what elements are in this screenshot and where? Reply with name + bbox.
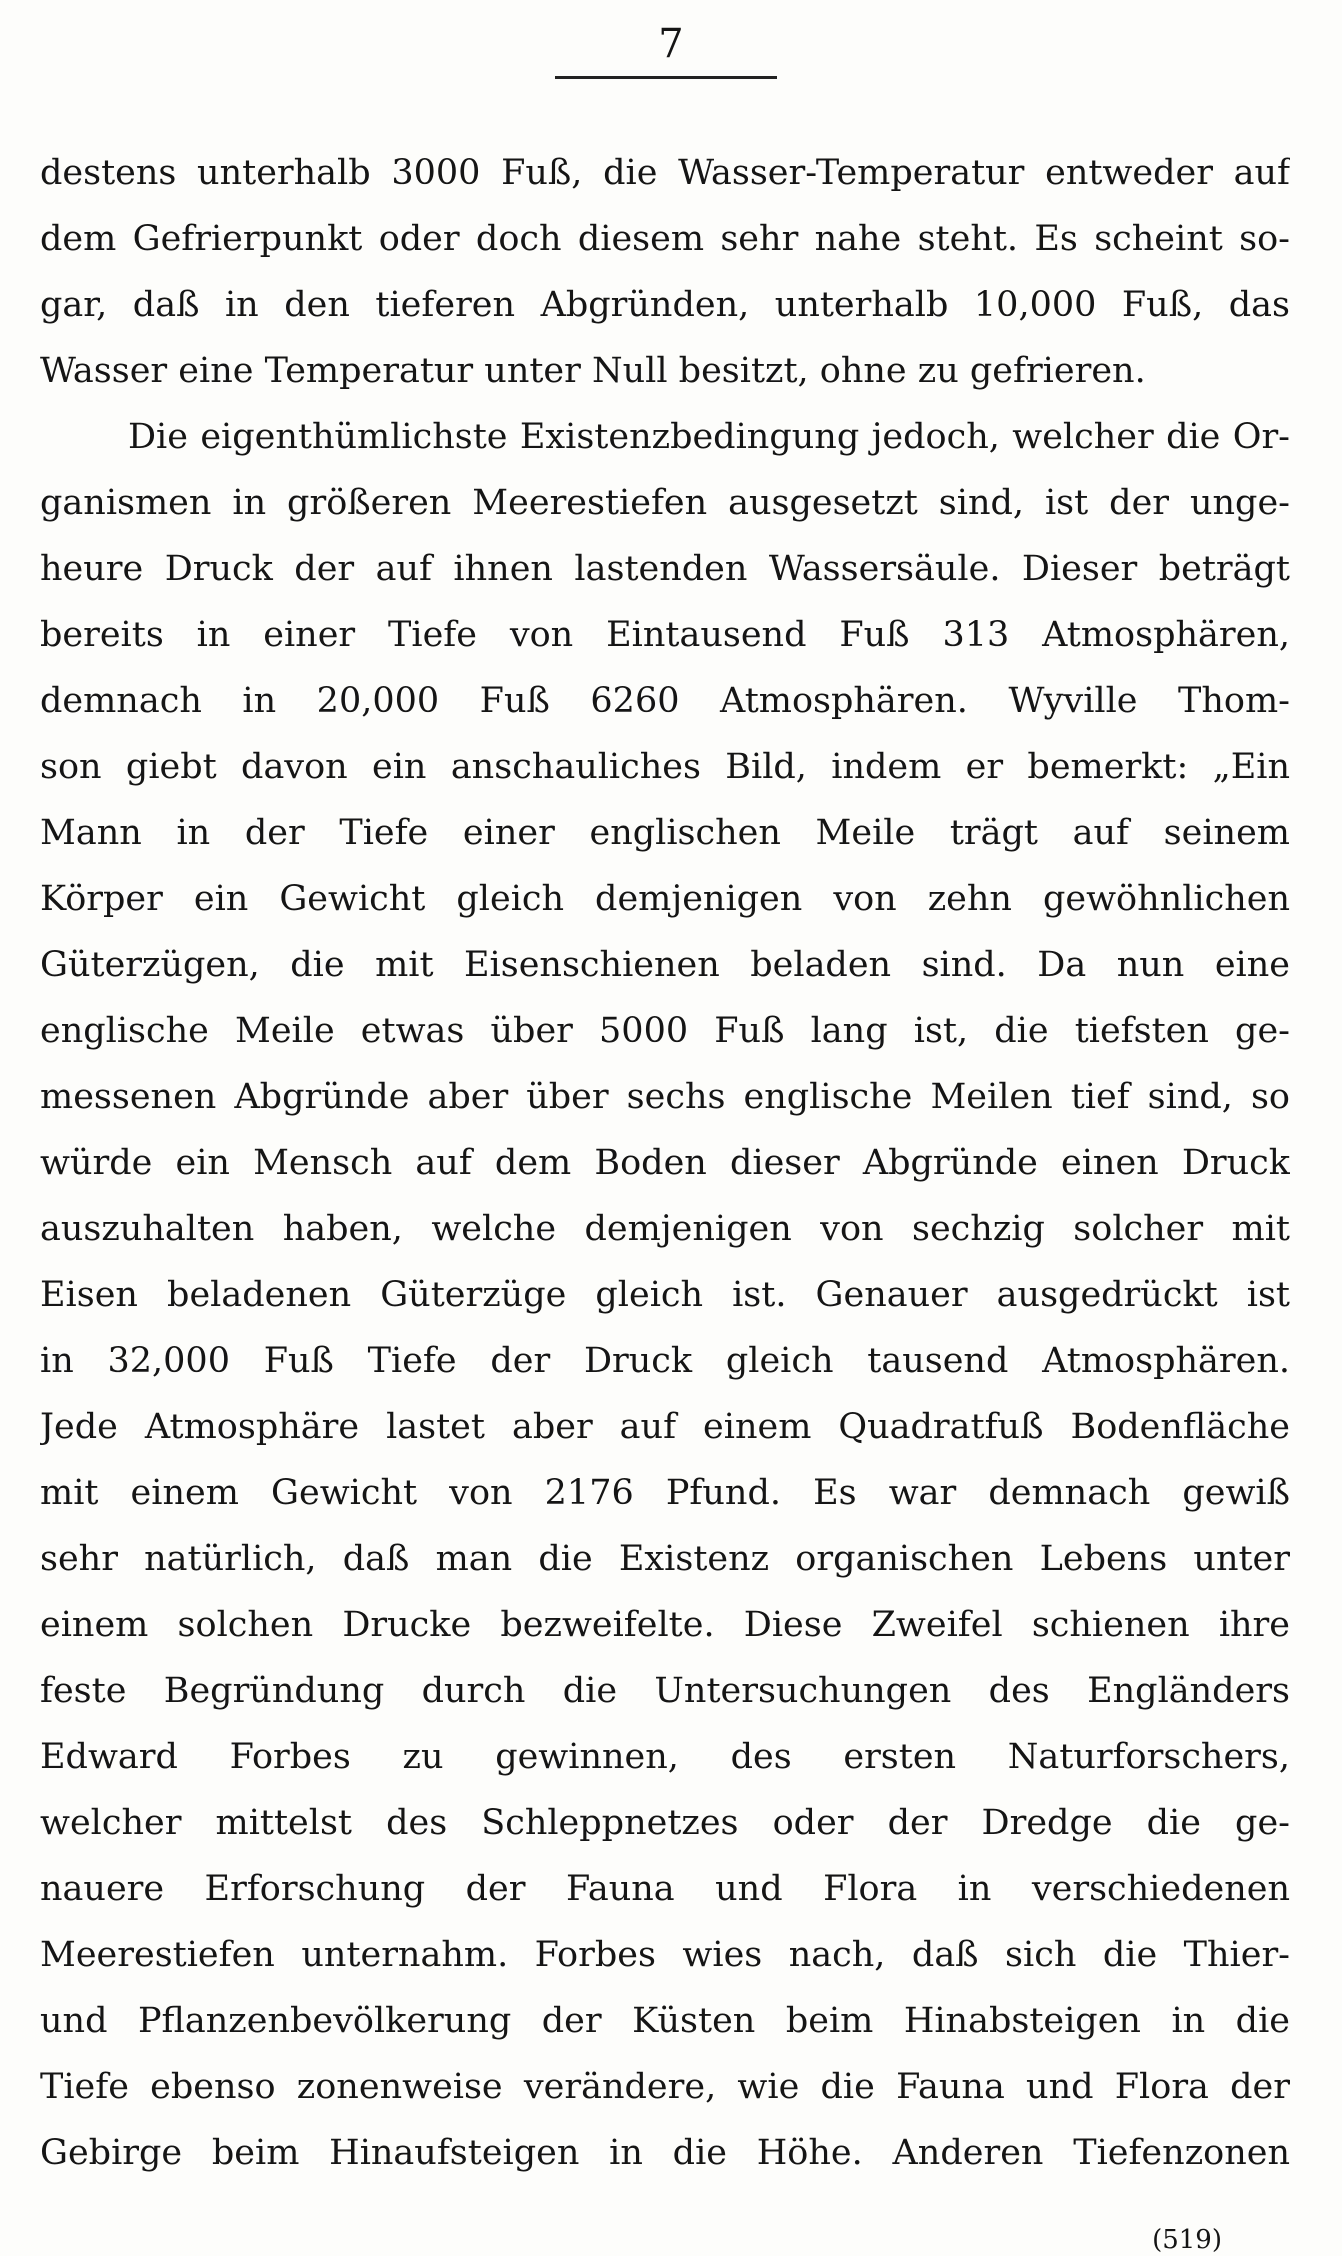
text-line: Jede Atmosphäre lastet aber auf einem Quadratfuß Bodenfläche (40, 1407, 1290, 1447)
text-line: messenen Abgründe aber über sechs englische Meilen tief sind, so (40, 1077, 1290, 1117)
body-text (40, 140, 1290, 2186)
text-line: welcher mittelst des Schleppnetzes oder der Dredge die ge- (40, 1803, 1290, 1843)
text-line: nauere Erforschung der Fauna und Flora in verschiedenen (40, 1869, 1290, 1909)
text-line: ganismen in größeren Meerestiefen ausgesetzt sind, ist der unge- (40, 483, 1290, 523)
text-line: Körper ein Gewicht gleich demjenigen von zehn gewöhnlichen (40, 879, 1290, 919)
header-rule (555, 76, 777, 79)
text-line: gar, daß in den tieferen Abgründen, unterhalb 10,000 Fuß, das (40, 285, 1290, 325)
text-line: einem solchen Drucke bezweifelte. Diese Zweifel schienen ihre (40, 1605, 1290, 1645)
text-line: destens unterhalb 3000 Fuß, die Wasser-Temperatur entweder auf (40, 153, 1290, 193)
text-line: Wasser eine Temperatur unter Null besitzt, ohne zu gefrieren. (40, 351, 1146, 391)
text-line: son giebt davon ein anschauliches Bild, indem er bemerkt: „Ein (40, 747, 1290, 787)
text-line: Gebirge beim Hinaufsteigen in die Höhe. Anderen Tiefenzonen (40, 2133, 1290, 2173)
text-line: bereits in einer Tiefe von Eintausend Fuß 313 Atmosphären, (40, 615, 1290, 655)
text-line: demnach in 20,000 Fuß 6260 Atmosphären. Wyville Thom- (40, 681, 1290, 721)
text-line: Eisen beladenen Güterzüge gleich ist. Genauer ausgedrückt ist (40, 1275, 1290, 1315)
text-line: heure Druck der auf ihnen lastenden Wassersäule. Dieser beträgt (40, 549, 1290, 589)
text-line: Güterzügen, die mit Eisenschienen beladen sind. Da nun eine (40, 945, 1290, 985)
printer-signature: (519) (1152, 2225, 1222, 2255)
text-line: Tiefe ebenso zonenweise verändere, wie die Fauna und Flora der (40, 2067, 1290, 2107)
text-line: in 32,000 Fuß Tiefe der Druck gleich tausend Atmosphären. (40, 1341, 1290, 1381)
text-line: Mann in der Tiefe einer englischen Meile trägt auf seinem (40, 813, 1290, 853)
paragraph-first-line: Die eigenthümlichste Existenzbedingung jedoch, welcher die Or- (128, 417, 1290, 457)
text-line: mit einem Gewicht von 2176 Pfund. Es war demnach gewiß (40, 1473, 1290, 1513)
text-line: und Pflanzenbevölkerung der Küsten beim Hinabsteigen in die (40, 2001, 1290, 2041)
text-line: feste Begründung durch die Untersuchungen des Engländers (40, 1671, 1290, 1711)
text-line: Edward Forbes zu gewinnen, des ersten Naturforschers, (40, 1737, 1290, 1777)
text-line: dem Gefrierpunkt oder doch diesem sehr nahe steht. Es scheint so- (40, 219, 1290, 259)
page-number: 7 (658, 21, 684, 67)
text-line: sehr natürlich, daß man die Existenz organischen Lebens unter (40, 1539, 1290, 1579)
text-line: auszuhalten haben, welche demjenigen von sechzig solcher mit (40, 1209, 1290, 1249)
text-line: Meerestiefen unternahm. Forbes wies nach, daß sich die Thier- (40, 1935, 1290, 1975)
text-line: englische Meile etwas über 5000 Fuß lang ist, die tiefsten ge- (40, 1011, 1290, 1051)
text-line: würde ein Mensch auf dem Boden dieser Abgründe einen Druck (40, 1143, 1290, 1183)
